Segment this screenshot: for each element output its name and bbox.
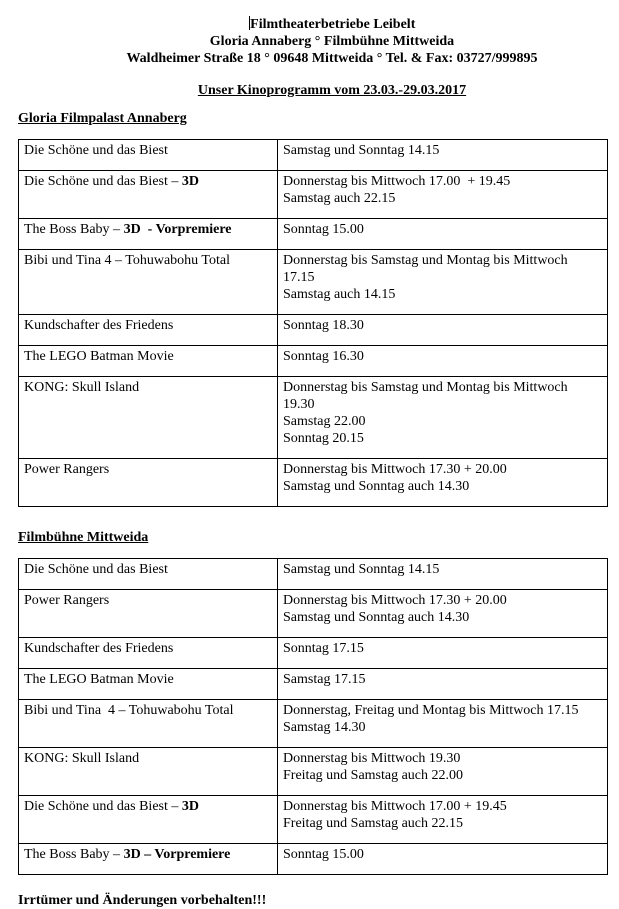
showtimes-cell [278,559,608,590]
table-row [19,748,608,796]
showtimes-cell [278,700,608,748]
showtimes-cell [278,638,608,669]
address-line: Waldheimer Straße 18 ° 09648 Mittweida ° Tel. & Fax: 03727/999895 [126,51,538,66]
section-heading: Gloria Filmpalast Annaberg [18,111,187,126]
film-title-segment: Power Rangers [24,462,110,477]
section-heading: Filmbühne Mittweida [18,530,149,545]
showtime-line: Samstag und Sonntag 14.15 [283,562,440,577]
film-title-cell [19,140,278,171]
showtimes-cell [278,796,608,844]
film-title-cell [19,219,278,250]
table-row [19,250,608,315]
showtimes-cell [278,171,608,219]
showtime-line: Samstag auch 14.15 [283,287,396,302]
table-row [19,559,608,590]
showtimes-cell [278,346,608,377]
showtime-line: Donnerstag bis Mittwoch 17.00 + 19.45 [283,799,507,814]
showtime-line: Donnerstag bis Mittwoch 19.30 [283,751,461,766]
film-title-segment: Die Schöne und das Biest – [24,799,182,814]
showtime-line: Donnerstag, Freitag und Montag bis Mittwoch 17.15 [283,703,579,718]
company-name-line [45,16,619,33]
film-title-cell [19,638,278,669]
film-title-cell [19,796,278,844]
showtime-line: Samstag und Sonntag auch 14.30 [283,610,470,625]
film-title-cell [19,171,278,219]
showtime-line: Samstag 14.30 [283,720,366,735]
program-title: Unser Kinoprogramm vom 23.03.-29.03.2017 [197,83,467,98]
showtime-line: Sonntag 18.30 [283,318,364,333]
company-name: Filmtheaterbetriebe Leibelt [250,17,416,32]
film-title-bold-segment: 3D [181,174,199,189]
showtime-line: Samstag auch 22.15 [283,191,396,206]
showtimes-cell [278,459,608,507]
showtime-line: Sonntag 15.00 [283,222,364,237]
table-row [19,346,608,377]
table-row [19,590,608,638]
showtimes-cell [278,219,608,250]
showtime-line: Donnerstag bis Samstag und Montag bis Mittwoch 17.15 [283,253,572,285]
document-header [45,16,619,99]
table-row [19,140,608,171]
showtime-line: Sonntag 17.15 [283,641,364,656]
film-title-segment: Power Rangers [24,593,110,608]
film-title-cell [19,669,278,700]
table-row [19,171,608,219]
program-sections [18,110,619,875]
table-row [19,700,608,748]
showtimes-cell [278,315,608,346]
film-title-cell [19,250,278,315]
table-row [19,638,608,669]
showtime-line: Sonntag 15.00 [283,847,364,862]
film-title-bold-segment: 3D [181,799,199,814]
film-title-cell [19,700,278,748]
table-row [19,459,608,507]
film-title-segment: The Boss Baby – [24,222,124,237]
showtimes-cell [278,140,608,171]
film-title-segment: The LEGO Batman Movie [24,349,174,364]
showtime-line: Sonntag 16.30 [283,349,364,364]
film-title-segment: Kundschafter des Friedens [24,641,174,656]
film-title-segment: Die Schöne und das Biest [24,562,168,577]
table-row [19,315,608,346]
film-title-segment: Die Schöne und das Biest – [24,174,182,189]
showtimes-cell [278,844,608,875]
schedule-table [18,558,608,875]
film-title-cell [19,459,278,507]
table-row [19,796,608,844]
film-title-segment: KONG: Skull Island [24,380,140,395]
film-title-segment: The Boss Baby – [24,847,124,862]
film-title-segment: Die Schöne und das Biest [24,143,168,158]
showtimes-cell [278,590,608,638]
film-title-segment: The LEGO Batman Movie [24,672,174,687]
showtimes-cell [278,250,608,315]
showtime-line: Donnerstag bis Mittwoch 17.30 + 20.00 [283,593,507,608]
film-title-segment: Kundschafter des Friedens [24,318,174,333]
showtimes-cell [278,748,608,796]
table-row [19,669,608,700]
showtime-line: Samstag 22.00 [283,414,366,429]
table-row [19,377,608,459]
film-title-cell [19,315,278,346]
film-title-segment: Bibi und Tina 4 – Tohuwabohu Total [24,703,234,718]
table-row [19,844,608,875]
film-title-cell [19,559,278,590]
showtime-line: Donnerstag bis Mittwoch 17.00 + 19.45 [283,174,511,189]
showtimes-cell [278,377,608,459]
film-title-segment: Bibi und Tina 4 – Tohuwabohu Total [24,253,230,268]
film-title-bold-segment: 3D – Vorpremiere [123,847,231,862]
film-title-segment: KONG: Skull Island [24,751,140,766]
showtime-line: Donnerstag bis Mittwoch 17.30 + 20.00 [283,462,507,477]
film-title-cell [19,748,278,796]
showtime-line: Samstag 17.15 [283,672,366,687]
showtime-line: Sonntag 20.15 [283,431,364,446]
film-title-cell [19,377,278,459]
disclaimer-text: Irrtümer und Änderungen vorbehalten!!! [18,893,267,908]
showtime-line: Freitag und Samstag auch 22.00 [283,768,464,783]
film-title-cell [19,346,278,377]
showtime-line: Donnerstag bis Samstag und Montag bis Mittwoch 19.30 [283,380,572,412]
cinemas-line: Gloria Annaberg ° Filmbühne Mittweida [209,34,455,49]
table-row [19,219,608,250]
showtime-line: Samstag und Sonntag auch 14.30 [283,479,470,494]
showtime-line: Samstag und Sonntag 14.15 [283,143,440,158]
film-title-cell [19,590,278,638]
showtimes-cell [278,669,608,700]
film-title-cell [19,844,278,875]
showtime-line: Freitag und Samstag auch 22.15 [283,816,464,831]
schedule-table [18,139,608,507]
film-title-bold-segment: 3D - Vorpremiere [123,222,232,237]
